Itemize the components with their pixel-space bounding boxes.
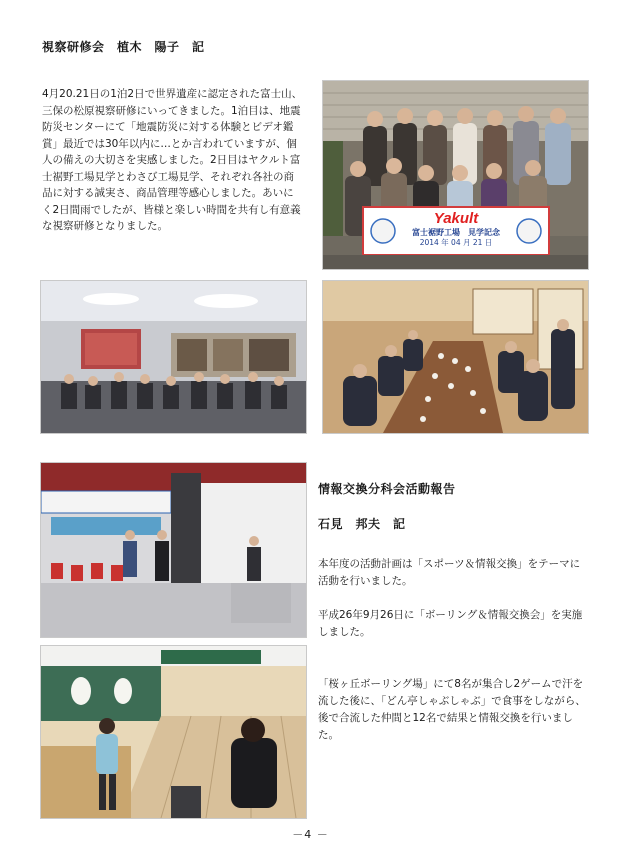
page-number: －4 －: [292, 828, 329, 841]
seminar-room-photo: [40, 280, 307, 434]
report-exchange-paragraph-1: 本年度の活動計画は「スポーツ＆情報交換」をテーマに活動を行いました。: [318, 558, 581, 587]
banner-line2: 2014 年 04 月 21 日: [419, 238, 493, 247]
report-inspection-body: 4月20.21日の1泊2日で世界遺産に認定された富士山、三保の松原視察研修にいってきました。1泊目は、地震防災センターにて「地震防災に対する体験とビデオ鑑賞」最近では30年以内に…とか言われていますが、個人の備えの大切さを実感しました。2日目はヤクルト富士裾野工場見学とわさび工場見学、それぞれ各社の商品に対する誠実さ、商品管理等感心しました。あいにく2日間雨でしたが、皆様と楽しい時間を共有し有意義な視察研修となりました。: [42, 88, 303, 232]
bowling-lanes-photo: [40, 645, 307, 819]
report-exchange-paragraph-3: 「桜ヶ丘ボーリング場」にて8名が集合し2ゲームで汗を流した後に、「どん亭しゃぶしゃぶ」で食事をしながら、後で合流した仲間と12名で結果と情報交換を行いました。: [318, 678, 586, 741]
group-photo-yakult: [322, 80, 589, 270]
report-exchange-author: 石見 邦夫 記: [318, 517, 406, 531]
banner-line1: 富士裾野工場 見学記念: [412, 228, 500, 237]
bowling-lobby-photo: [40, 462, 307, 638]
report-exchange-paragraph-2: 平成26年9月26日に「ボーリング＆情報交換会」を実施しました。: [318, 609, 583, 638]
report-inspection-heading: 視察研修会 植木 陽子 記: [42, 40, 205, 54]
report-exchange-heading: 情報交換分科会活動報告: [318, 482, 456, 496]
banner-brand: Yakult: [433, 210, 479, 227]
dining-room-photo: [322, 280, 589, 434]
